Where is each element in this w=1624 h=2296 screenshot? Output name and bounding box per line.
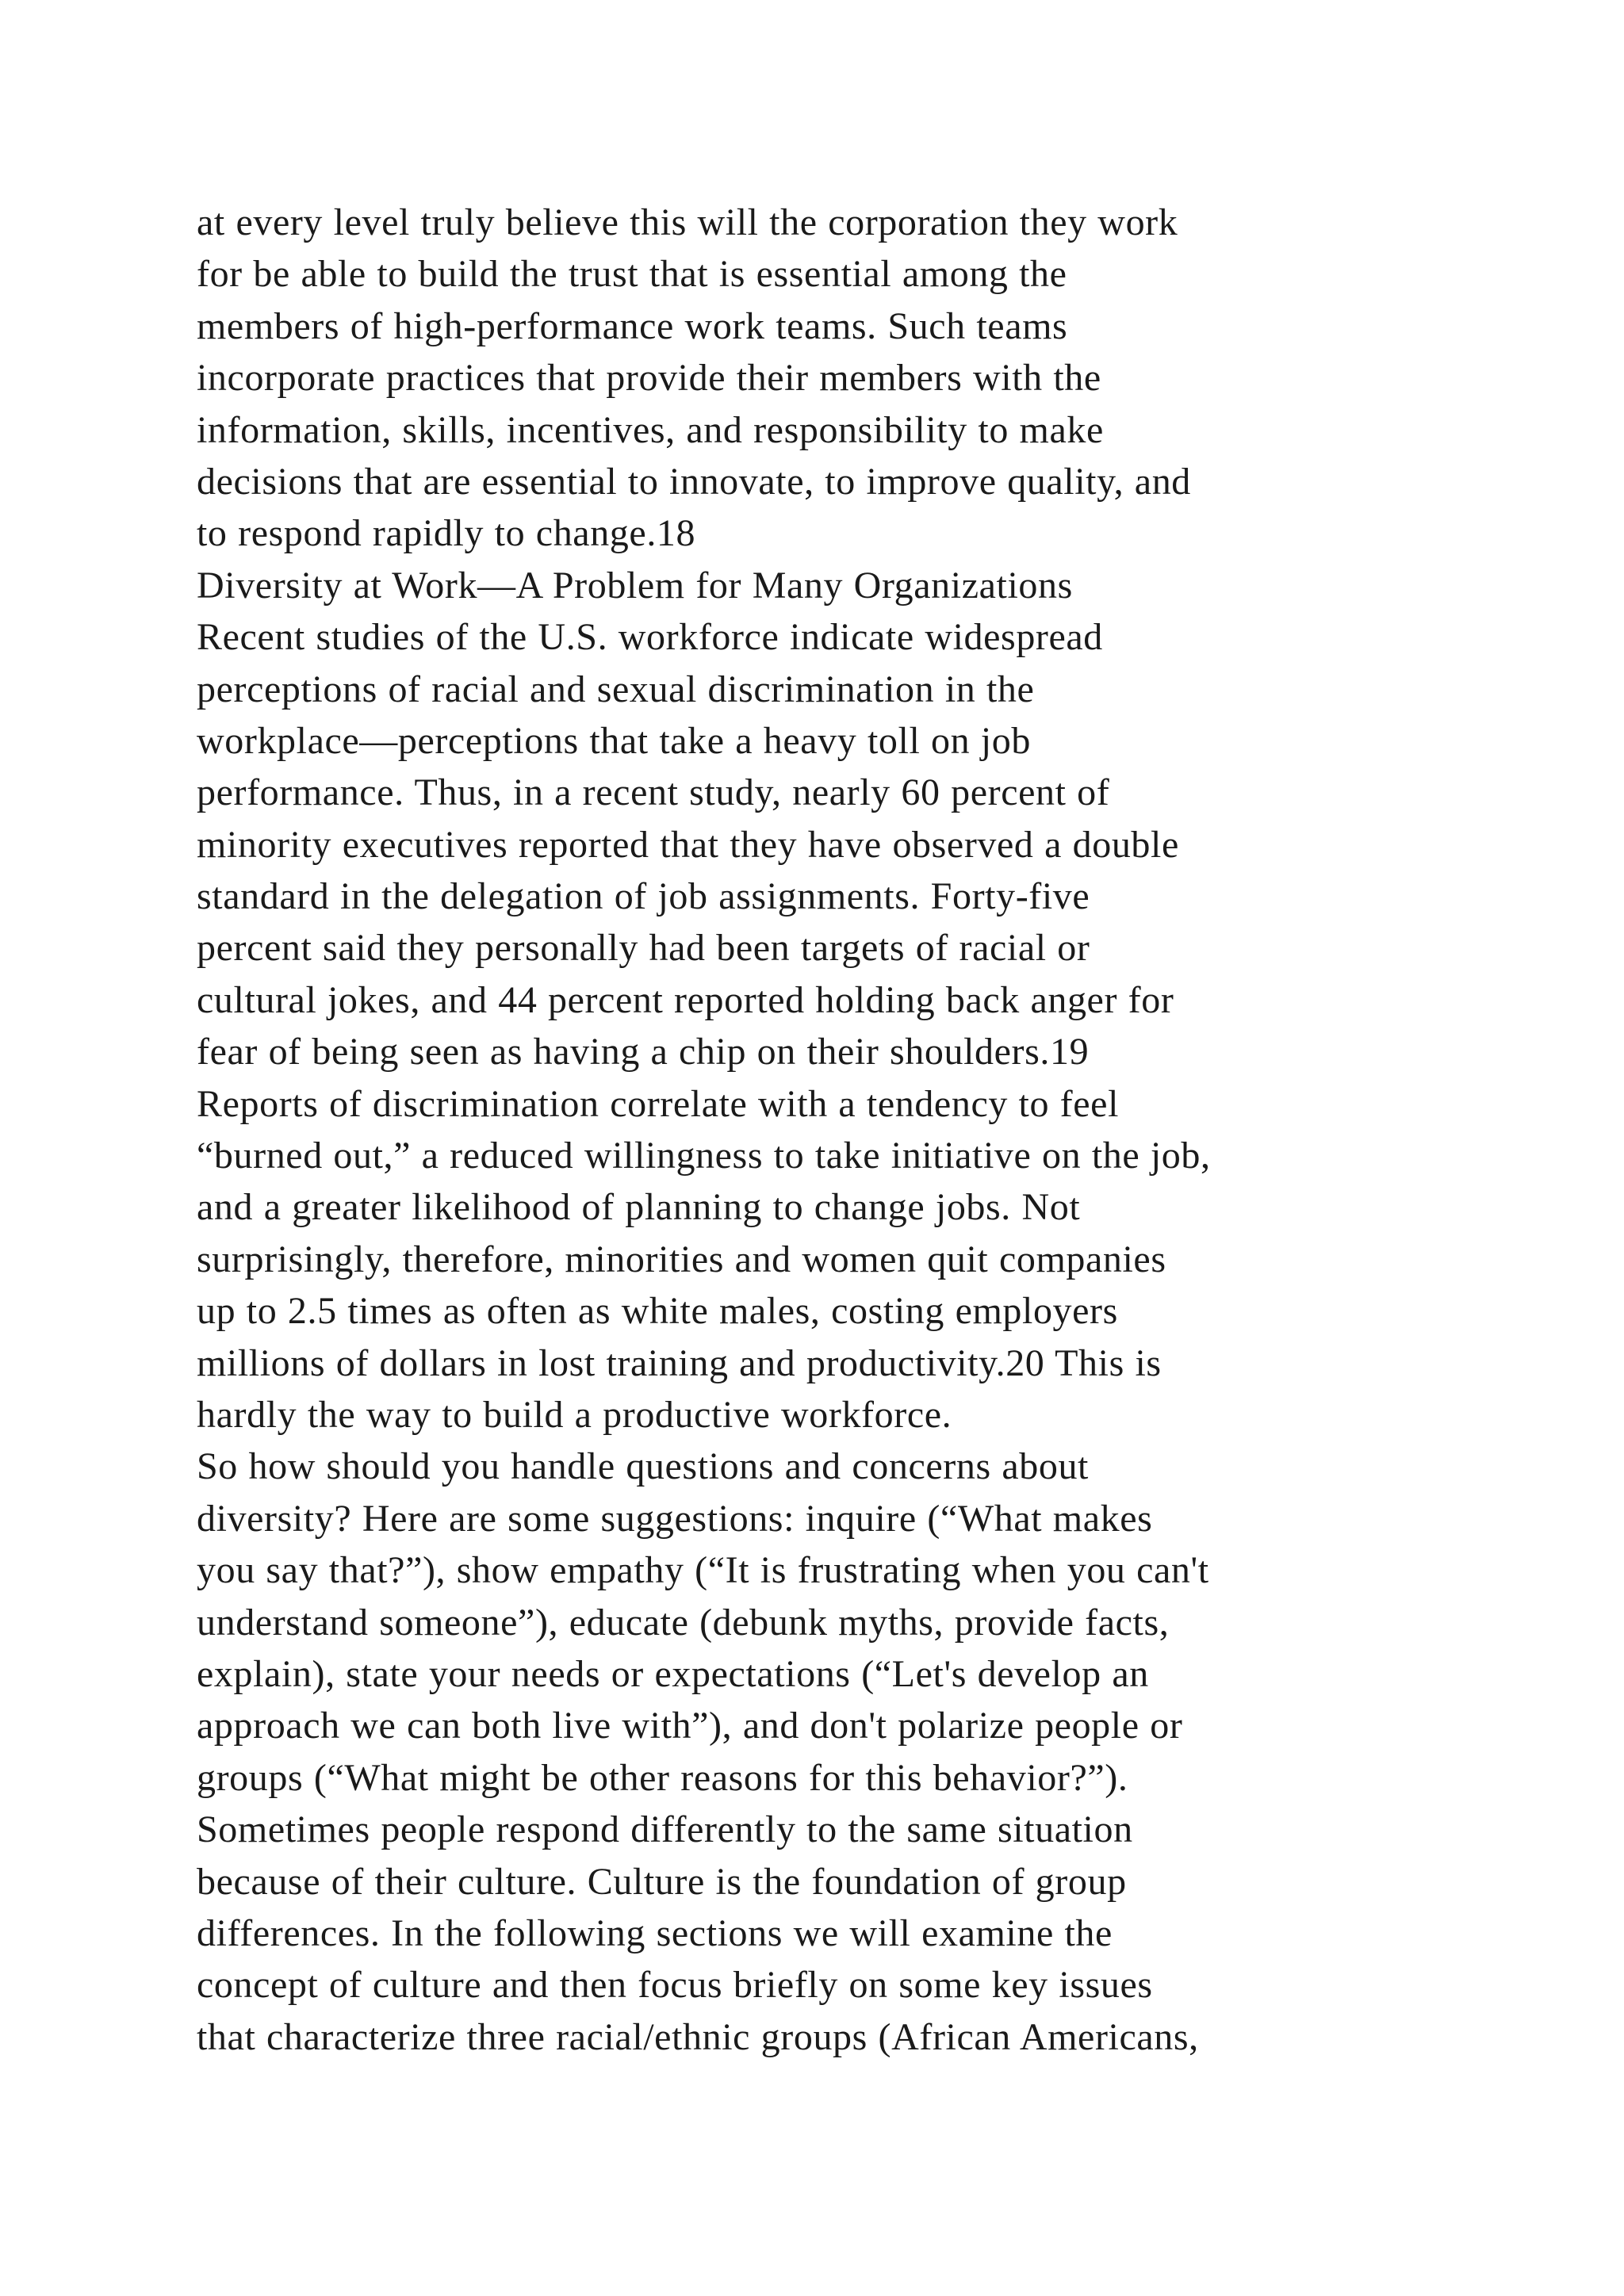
text-line: concept of culture and then focus briefly on some key issues — [197, 1964, 1153, 2007]
text-line: that characterize three racial/ethnic groups (African Americans, — [197, 2015, 1199, 2058]
text-line: at every level truly believe this will the corporation they work — [197, 201, 1178, 243]
text-line: Recent studies of the U.S. workforce indicate widespread — [197, 616, 1103, 659]
text-line: you say that?”), show empathy (“It is frustrating when you can't — [197, 1549, 1209, 1592]
text-line: hardly the way to build a productive workforce. — [197, 1393, 952, 1436]
text-line: explain), state your needs or expectations (“Let's develop an — [197, 1652, 1149, 1695]
text-line: Reports of discrimination correlate with a tendency to feel — [197, 1082, 1120, 1125]
text-line: information, skills, incentives, and responsibility to make — [197, 408, 1104, 451]
section-heading: Diversity at Work—A Problem for Many Organizations — [197, 564, 1073, 607]
text-line: performance. Thus, in a recent study, nearly 60 percent of — [197, 771, 1110, 814]
text-line: standard in the delegation of job assignments. Forty-five — [197, 875, 1090, 918]
text-line: incorporate practices that provide their members with the — [197, 357, 1101, 400]
text-line: cultural jokes, and 44 percent reported holding back anger for — [197, 978, 1174, 1021]
text-line: So how should you handle questions and concerns about — [197, 1445, 1089, 1488]
text-line: surprisingly, therefore, minorities and women quit companies — [197, 1238, 1166, 1280]
text-line: groups (“What might be other reasons for this behavior?”). — [197, 1756, 1128, 1799]
text-line: because of their culture. Culture is the foundation of group — [197, 1860, 1127, 1903]
body-text — [197, 197, 1561, 2063]
text-line: minority executives reported that they have observed a double — [197, 823, 1179, 866]
text-line: workplace—perceptions that take a heavy toll on job — [197, 719, 1031, 762]
text-line: to respond rapidly to change.18 — [197, 512, 696, 555]
text-line: and a greater likelihood of planning to change jobs. Not — [197, 1186, 1081, 1229]
text-line: members of high-performance work teams. Such teams — [197, 304, 1068, 347]
text-line: perceptions of racial and sexual discrimination in the — [197, 668, 1035, 710]
text-line: percent said they personally had been targets of racial or — [197, 927, 1090, 970]
text-line: “burned out,” a reduced willingness to take initiative on the job, — [197, 1135, 1211, 1177]
text-line: fear of being seen as having a chip on their shoulders.19 — [197, 1031, 1090, 1073]
text-line: understand someone”), educate (debunk myths, provide facts, — [197, 1601, 1170, 1644]
text-line: approach we can both live with”), and don't polarize people or — [197, 1705, 1183, 1747]
text-line: differences. In the following sections we will examine the — [197, 1911, 1113, 1954]
text-line: Sometimes people respond differently to the same situation — [197, 1808, 1133, 1851]
text-line: decisions that are essential to innovate, to improve quality, and — [197, 460, 1191, 503]
text-line: millions of dollars in lost training and productivity.20 This is — [197, 1341, 1162, 1384]
text-line: up to 2.5 times as often as white males, costing employers — [197, 1290, 1118, 1333]
text-line: diversity? Here are some suggestions: inquire (“What makes — [197, 1497, 1153, 1540]
text-line: for be able to build the trust that is essential among the — [197, 253, 1067, 296]
